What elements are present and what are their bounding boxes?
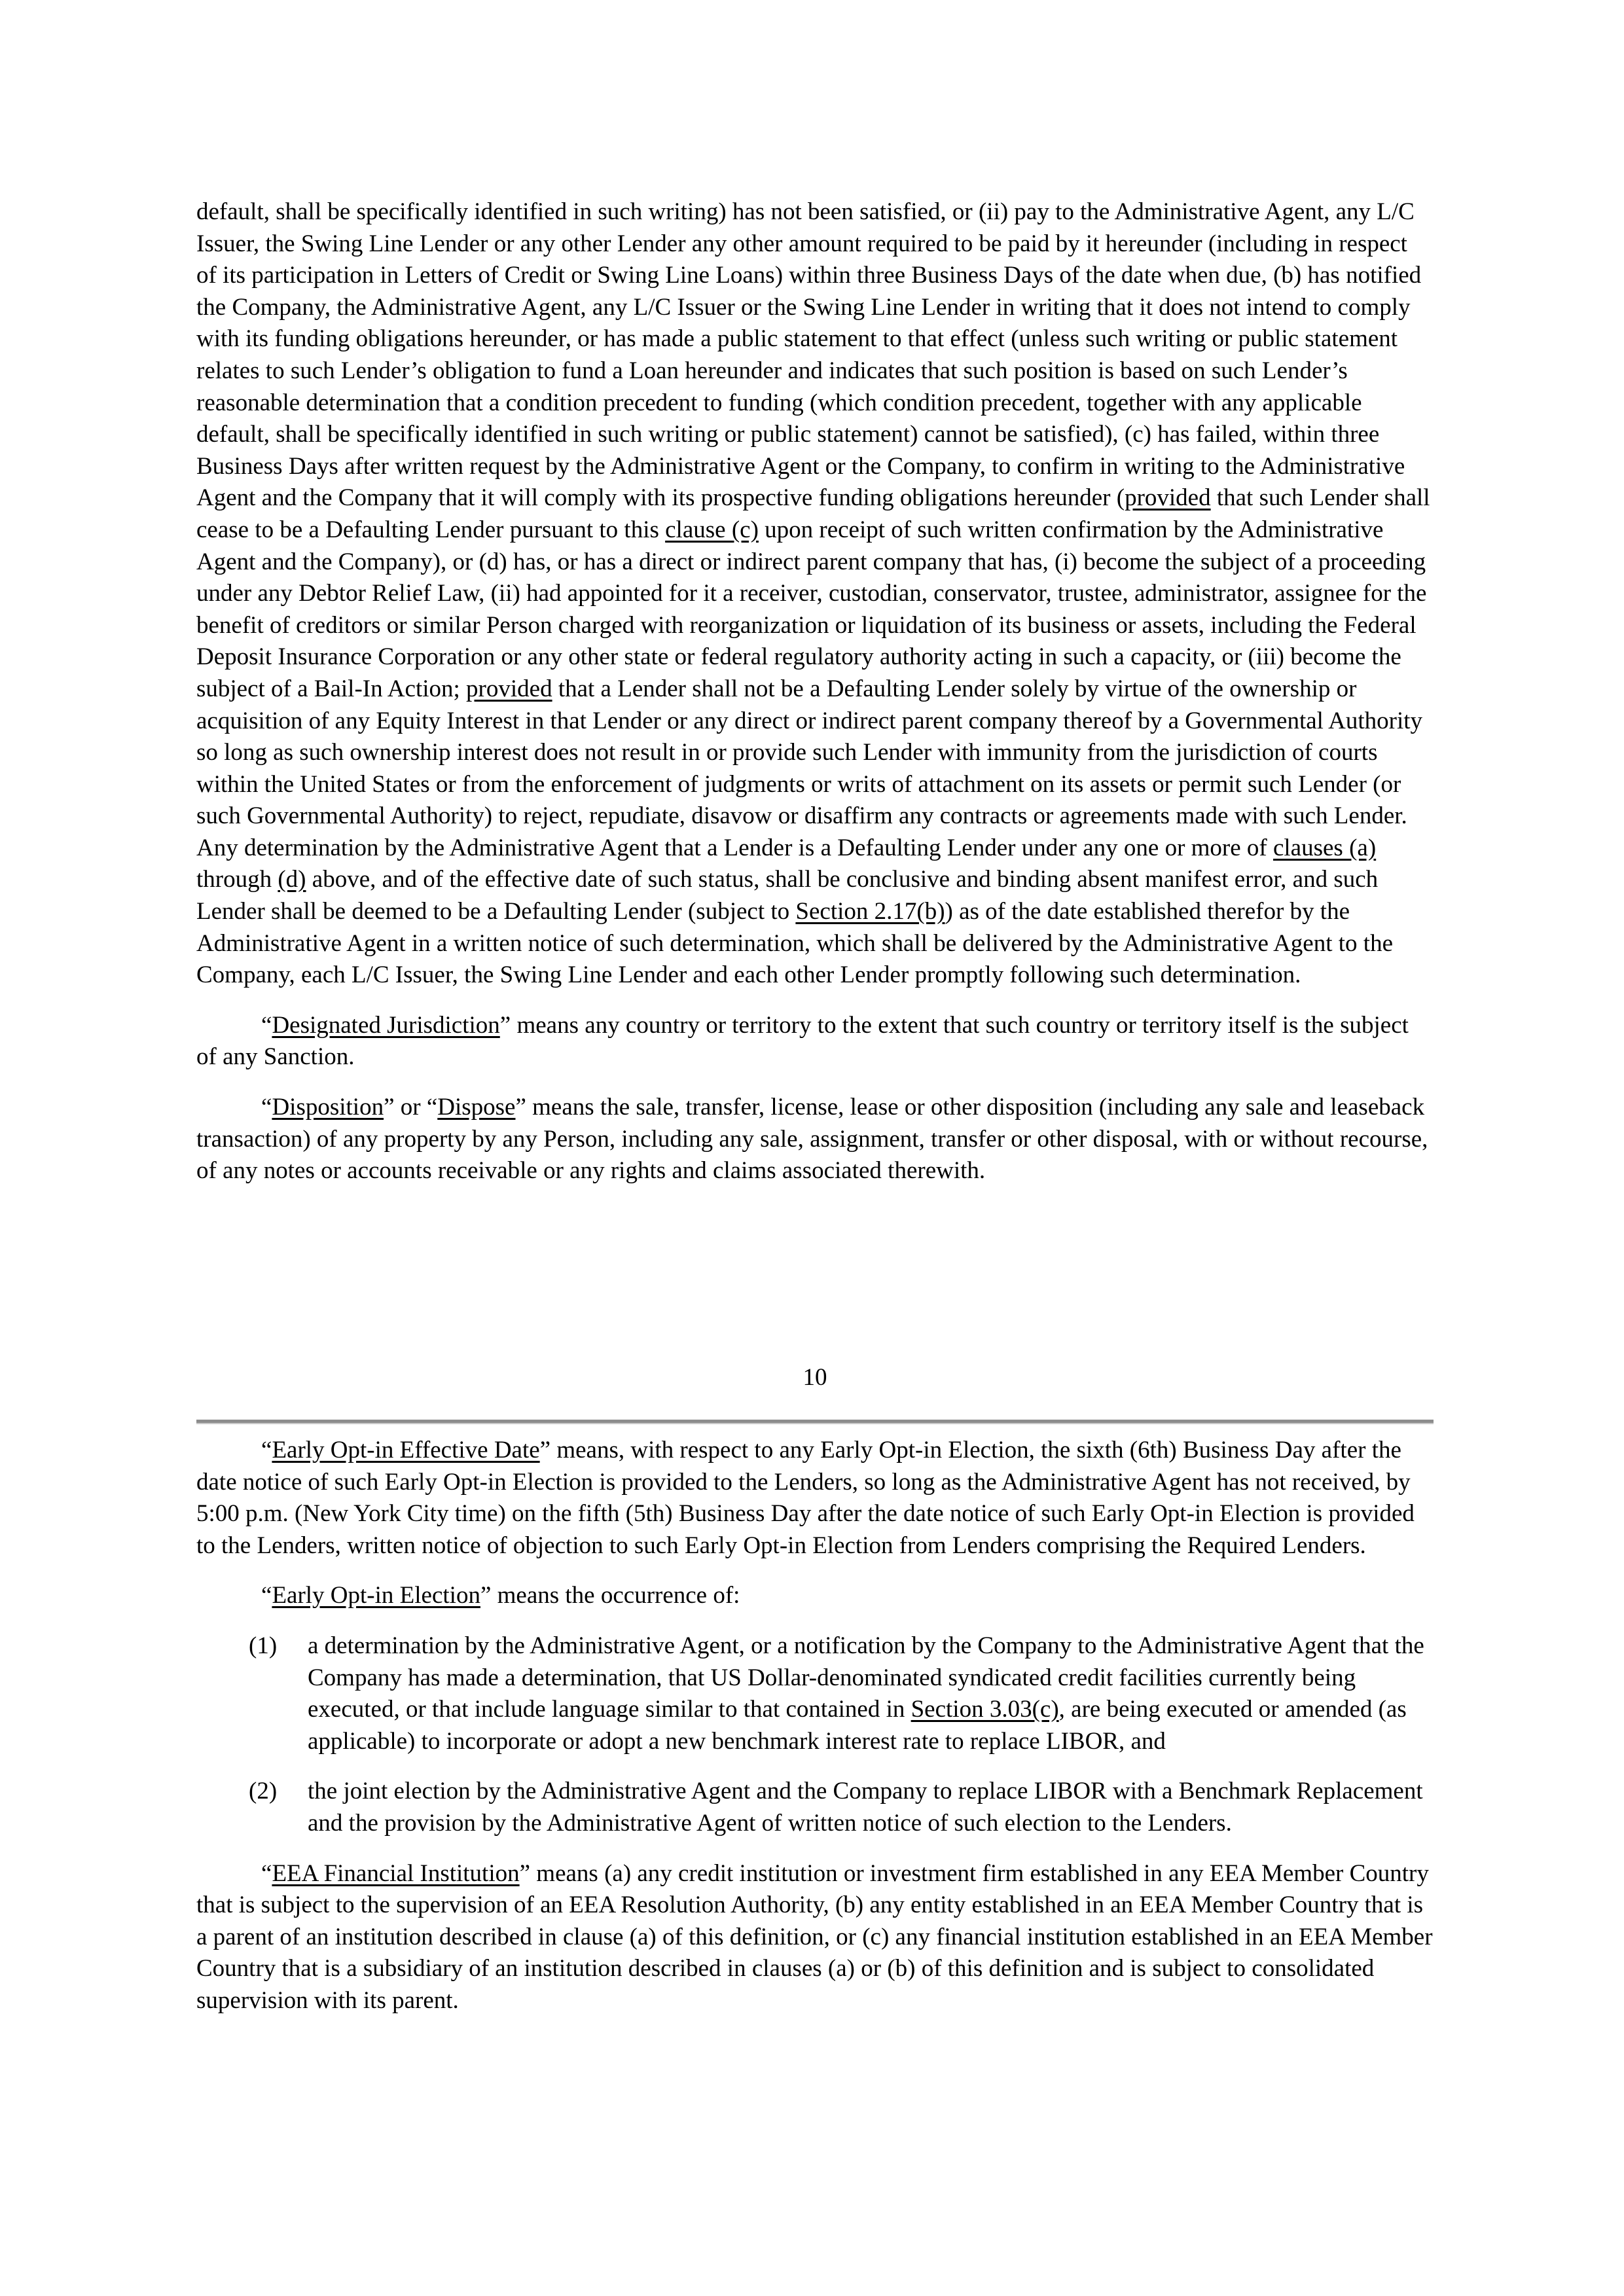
clause-c-reference: clause (c) bbox=[665, 516, 759, 543]
list-item: (1) a determination by the Administrative Agent, or a notification by the Company to the Administrative Agent that the Company has made a determination, that US Dollar-denominated syndicated credit facilities currently being executed, or that include language similar to that contained in Section 3.03(c), are being executed or amended (as applicable) to incorporate or adopt a new benchmark interest rate to replace LIBOR, and bbox=[196, 1630, 1434, 1757]
defaulting-lender-continuation-paragraph: default, shall be specifically identified in such writing) has not been satisfied, or (ii) pay to the Administrative Agent, any L/C Issuer, the Swing Line Lender or any other Lender any other amount required to be paid by it hereunder (including in respect of its participation in Letters of Credit or Swing Line Loans) within three Business Days of the date when due, (b) has notified the Company, the Administrative Agent, any L/C Issuer or the Swing Line Lender in writing that it does not intend to comply with its funding obligations hereunder, or has made a public statement to that effect (unless such writing or public statement relates to such Lender’s obligation to fund a Loan hereunder and indicates that such position is based on such Lender’s reasonable determination that a condition precedent to funding (which condition precedent, together with any applicable default, shall be specifically identified in such writing or public statement) cannot be satisfied), (c) has failed, within three Business Days after written request by the Administrative Agent or the Company, to confirm in writing to the Administrative Agent and the Company that it will comply with its prospective funding obligations hereunder (provided that such Lender shall cease to be a Defaulting Lender pursuant to this clause (c) upon receipt of such written confirmation by the Administrative Agent and the Company), or (d) has, or has a direct or indirect parent company that has, (i) become the subject of a proceeding under any Debtor Relief Law, (ii) had appointed for it a receiver, custodian, conservator, trustee, administrator, assignee for the benefit of creditors or similar Person charged with reorganization or liquidation of its business or assets, including the Federal Deposit Insurance Corporation or any other state or federal regulatory authority acting in such a capacity, or (iii) become the subject of a Bail-In Action; provided that a Lender shall not be a Defaulting Lender solely by virtue of the ownership or acquisition of any Equity Interest in that Lender or any direct or indirect parent company thereof by a Governmental Authority so long as such ownership interest does not result in or provide such Lender with immunity from the jurisdiction of courts within the United States or from the enforcement of judgments or writs of attachment on its assets or permit such Lender (or such Governmental Authority) to reject, repudiate, disavow or disaffirm any contracts or agreements made with such Lender. Any determination by the Administrative Agent that a Lender is a Defaulting Lender under any one or more of clauses (a) through (d) above, and of the effective date of such status, shall be conclusive and binding absent manifest error, and such Lender shall be deemed to be a Defaulting Lender (subject to Section 2.17(b)) as of the date established therefor by the Administrative Agent in a written notice of such determination, which shall be delivered by the Administrative Agent to the Company, each L/C Issuer, the Swing Line Lender and each other Lender promptly following such determination. bbox=[196, 198, 1430, 989]
early-opt-in-election-definition: “Early Opt-in Election” means the occurrence of: bbox=[261, 1582, 740, 1609]
document-page bbox=[196, 196, 1434, 2014]
provided-term: provided bbox=[1125, 484, 1211, 512]
defined-term: Disposition bbox=[272, 1094, 384, 1121]
section-reference: Section 2.17(b) bbox=[795, 898, 945, 925]
clauses-a-reference: clauses (a) bbox=[1272, 834, 1377, 861]
list-number: (1) bbox=[249, 1632, 278, 1659]
list-number: (2) bbox=[249, 1778, 278, 1805]
early-opt-in-effective-date-definition: “Early Opt-in Effective Date” means, with respect to any Early Opt-in Election, the sixth (6th) Business Day after the date notice of such Early Opt-in Election is provided to the Lenders, so long as the Administrative Agent has not received, by 5:00 p.m. (New York City time) on the fifth (5th) Business Day after the date notice of such Early Opt-in Election is provided to the Lenders, written notice of objection to such Early Opt-in Election from Lenders comprising the Required Lenders. bbox=[196, 1437, 1415, 1559]
provided-term: provided bbox=[466, 675, 552, 702]
section-reference: Section 3.03(c) bbox=[911, 1696, 1059, 1723]
defined-term: Early Opt-in Effective Date bbox=[272, 1437, 540, 1463]
page-number: 10 bbox=[803, 1364, 827, 1391]
next-page-content bbox=[196, 1435, 1434, 2017]
defined-term: Designated Jurisdiction bbox=[272, 1011, 500, 1039]
designated-jurisdiction-definition: “Designated Jurisdiction” means any country or territory to the extent that such country or territory itself is the subject of any Sanction. bbox=[196, 1011, 1409, 1071]
disposition-definition: “Disposition” or “Dispose” means the sale, transfer, license, lease or other disposition (including any sale and leaseback transaction) of any property by any Person, including any sale, assignment, transfer or other disposal, with or without recourse, of any notes or accounts receivable or any rights and claims associated therewith. bbox=[196, 1094, 1428, 1185]
clause-d-reference: (d) bbox=[278, 866, 306, 893]
page-divider bbox=[196, 1420, 1434, 1424]
defined-term: Dispose bbox=[437, 1094, 516, 1121]
list-item: (2) the joint election by the Administrative Agent and the Company to replace LIBOR with a Benchmark Replacement and the provision by the Administrative Agent of written notice of such election to the Lenders. bbox=[196, 1776, 1434, 1839]
defined-term: Early Opt-in Election bbox=[272, 1582, 480, 1609]
eea-financial-institution-definition: “EEA Financial Institution” means (a) any credit institution or investment firm established in any EEA Member Country that is subject to the supervision of an EEA Resolution Authority, (b) any entity established in an EEA Member Country that is a parent of an institution described in clause (a) of this definition, or (c) any financial institution established in an EEA Member Country that is a subsidiary of an institution described in clauses (a) or (b) of this definition and is subject to consolidated supervision with its parent. bbox=[196, 1859, 1433, 2014]
defined-term: EEA Financial Institution bbox=[272, 1859, 520, 1887]
